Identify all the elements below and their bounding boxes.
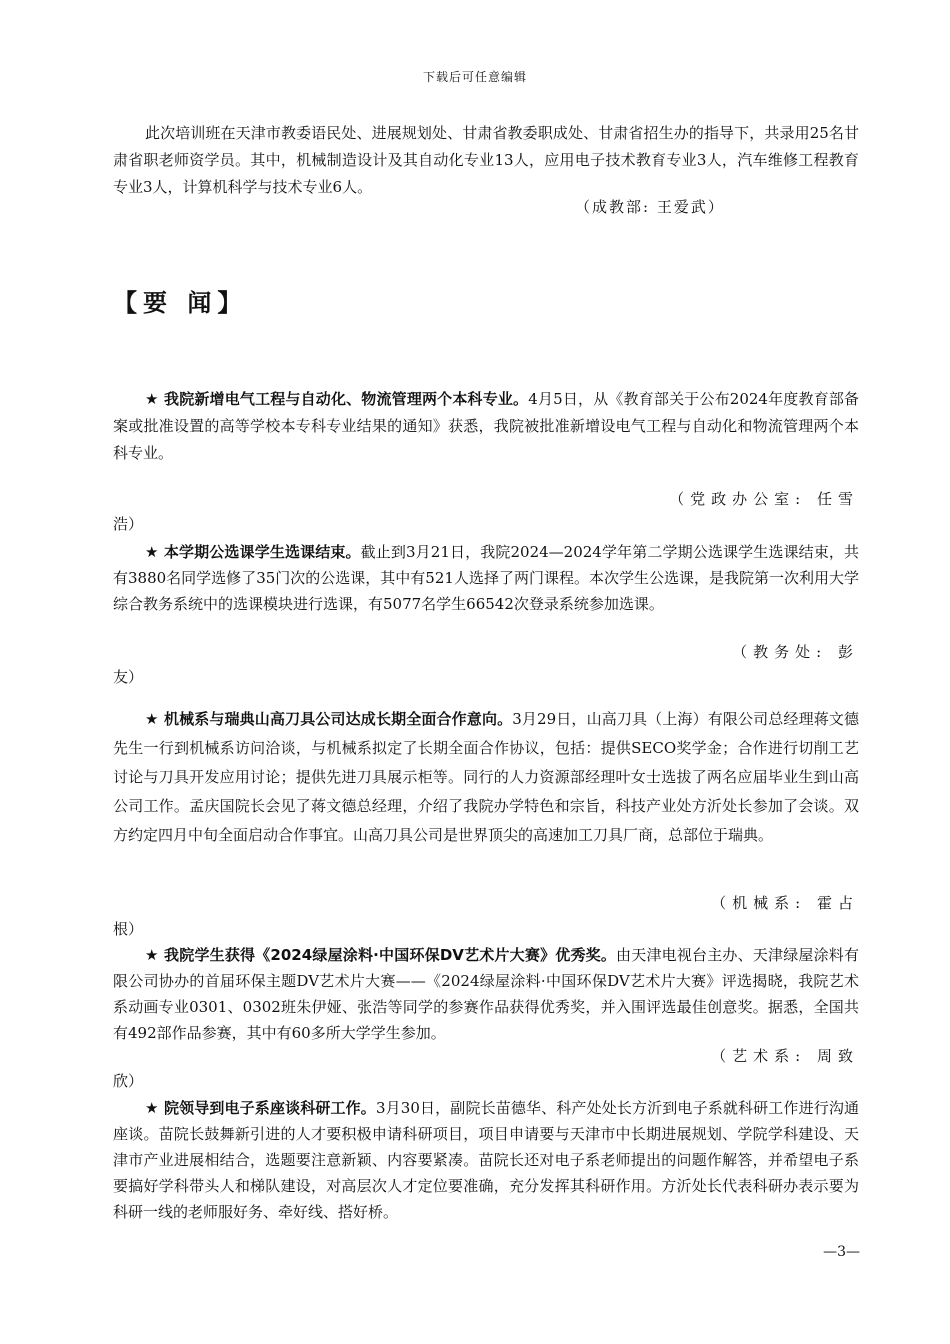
news-source-tail: 根） — [113, 920, 144, 938]
section-title: 【要 闻】 — [113, 289, 248, 317]
news-source-tail: 友） — [113, 668, 144, 686]
news-source-tail: 浩） — [113, 515, 144, 533]
news-body: 由天津电视台主办、天津绿屋涂料有限公司协办的首届环保主题DV艺术片大赛——《2024绿屋涂料·中国环保DV艺术片大赛》评选揭晓，我院艺术系动画专业0301、0302班朱伊娅、张浩等同学的参赛作品获得优秀奖，并入围评选最佳创意奖。据悉，全国共有492部作品参赛，其中有60多所大学学生参加。 — [113, 946, 859, 1042]
news-source: （党政办公室: 任雪 — [669, 490, 859, 508]
news-body: 3月30日，副院长苗德华、科产处处长方沂到电子系就科研工作进行沟通座谈。苗院长鼓舞新引进的人才要积极申请科研项目，项目申请要与天津市中长期进展规划、学院学科建设、天津市产业进展相结合，选题要注意新颖、内容要紧凑。苗院长还对电子系老师提出的问题作解答，并希望电子系要搞好学科带头人和梯队建设，对高层次人才定位要准确，充分发挥其科研作用。方沂处长代表科研办表示要为科研一线的老师服好务、牵好线、搭好桥。 — [113, 1099, 859, 1221]
news-item — [113, 386, 859, 467]
intro-paragraph: 此次培训班在天津市教委语民处、进展规划处、甘肃省教委职成处、甘肃省招生办的指导下，共录用25名甘肃省职老师资学员。其中，机械制造设计及其自动化专业13人，应用电子技术教育专业3人，汽车维修工程教育专业3人，计算机科学与技术专业6人。 — [113, 124, 859, 196]
news-source: （教务处: 彭 — [732, 643, 859, 661]
news-source-tail: 欣） — [113, 1072, 144, 1090]
news-item — [113, 705, 859, 850]
news-body: 4月5日，从《教育部关于公布2024年度教育部备案或批准设置的高等学校本专科专业结果的通知》获悉，我院被批准新增设电气工程与自动化和物流管理两个本科专业。 — [113, 390, 859, 462]
news-headline: ★ 机械系与瑞典山高刀具公司达成长期全面合作意向。 — [145, 710, 513, 728]
news-headline: ★ 我院新增电气工程与自动化、物流管理两个本科专业。 — [145, 390, 529, 408]
news-item — [113, 1095, 859, 1225]
news-headline: ★ 院领导到电子系座谈科研工作。 — [145, 1099, 376, 1117]
intro-source: （成教部: 王爱武） — [575, 198, 725, 216]
news-body: 截止到3月21日，我院2024—2024学年第二学期公选课学生选课结束，共有3880名同学选修了35门次的公选课，其中有521人选择了两门课程。本次学生公选课，是我院第一次利用大学综合教务系统中的选课模块进行选课，有5077名学生66542次登录系统参加选课。 — [113, 543, 860, 613]
news-item — [113, 539, 859, 617]
news-headline: ★ 我院学生获得《2024绿屋涂料·中国环保DV艺术片大赛》优秀奖。 — [145, 946, 617, 964]
news-item — [113, 942, 859, 1046]
page-number: —3— — [823, 1244, 860, 1260]
news-source: （机械系: 霍占 — [711, 894, 859, 912]
news-body: 3月29日，山高刀具（上海）有限公司总经理蒋文德先生一行到机械系访问洽谈，与机械系拟定了长期全面合作协议，包括：提供SECO奖学金；合作进行切削工艺讨论与刀具开发应用讨论；提供先进刀具展示柜等。同行的人力资源部经理叶女士选拔了两名应届毕业生到山高公司工作。孟庆国院长会见了蒋文德总经理，介绍了我院办学特色和宗旨，科技产业处方沂处长参加了会谈。双方约定四月中旬全面启动合作事宜。山高刀具公司是世界顶尖的高速加工刀具厂商，总部位于瑞典。 — [113, 710, 859, 844]
page-header: 下载后可任意编辑 — [422, 70, 527, 84]
news-headline: ★ 本学期公选课学生选课结束。 — [145, 543, 361, 561]
news-source: （艺术系: 周致 — [711, 1047, 859, 1065]
